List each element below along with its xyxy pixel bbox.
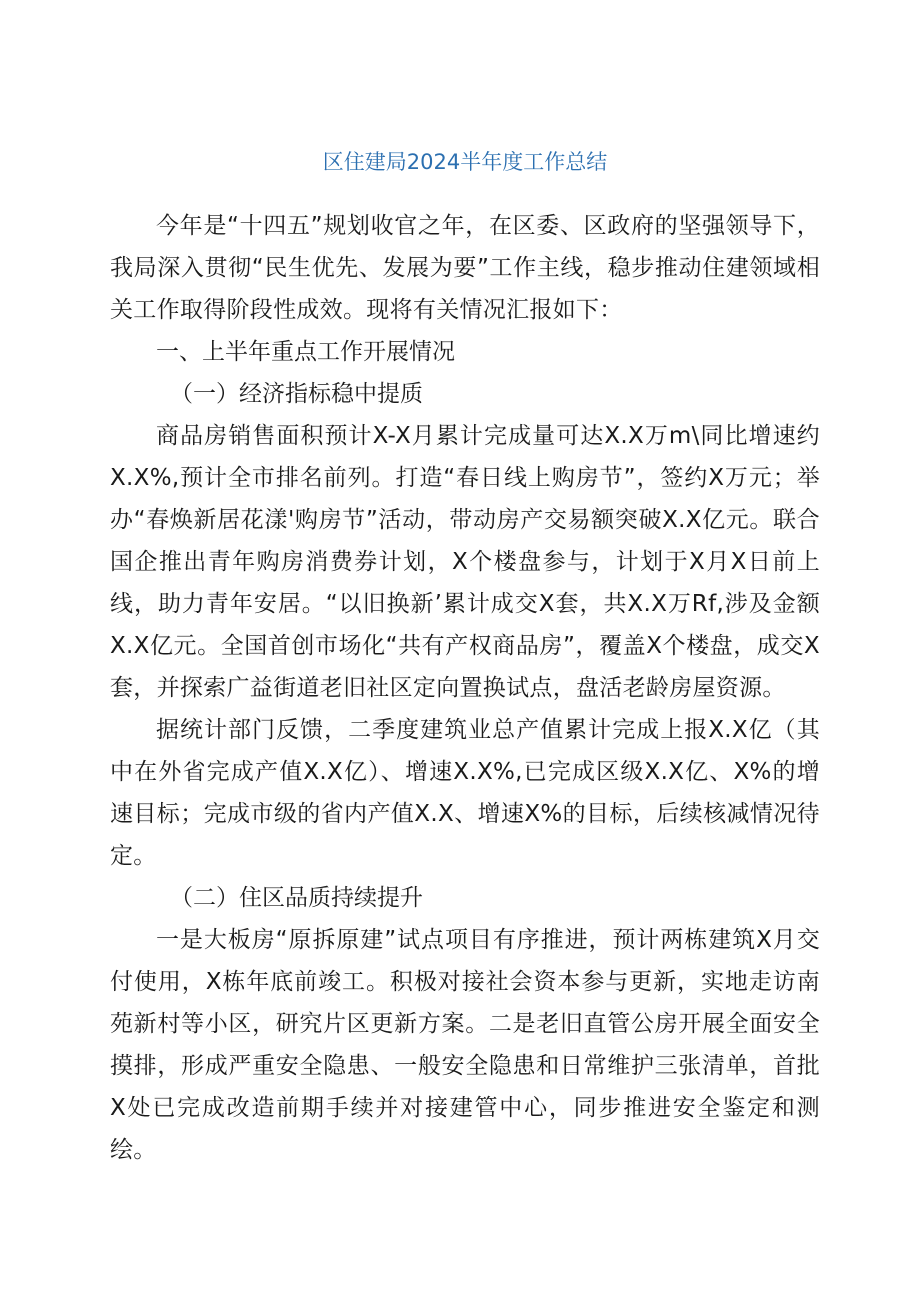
document-body bbox=[110, 205, 820, 1171]
subsection-heading-2: （二）住区品质持续提升 bbox=[170, 885, 423, 911]
paragraph-construction-output: 据统计部门反馈，二季度建筑业总产值累计完成上报X.X亿（其中在外省完成产值X.X亿）、增速X.X%,已完成区级X.X亿、X%的增速目标；完成市级的省内产值X.X、增速X%的目标，后续核减情况待定。 bbox=[110, 717, 820, 869]
paragraph-economic-indicators: 商品房销售面积预计X-X月累计完成量可达X.X万m\同比增速约X.X%,预计全市排名前列。打造“春日线上购房节”，签约X万元；举办“春焕新居花漾'购房节”活动，带动房产交易额突破X.X亿元。联合国企推出青年购房消费券计划，X个楼盘参与，计划于X月X日前上线，助力青年安居。“以旧换新’累计成交X套，共X.X万Rf,涉及金额X.X亿元。全国首创市场化“共有产权商品房”，覆盖X个楼盘，成交X套，并探索广益街道老旧社区定向置换试点，盘活老龄房屋资源。 bbox=[110, 423, 820, 701]
document-title: 区住建局2024半年度工作总结 bbox=[322, 150, 608, 174]
subsection-heading-1: （一）经济指标稳中提质 bbox=[170, 381, 423, 407]
section-heading-1: 一、上半年重点工作开展情况 bbox=[156, 339, 455, 365]
intro-paragraph: 今年是“十四五”规划收官之年，在区委、区政府的坚强领导下，我局深入贯彻“民生优先、发展为要”工作主线，稳步推动住建领域相关工作取得阶段性成效。现将有关情况汇报如下： bbox=[110, 213, 820, 323]
paragraph-residential-quality: 一是大板房“原拆原建”试点项目有序推进，预计两栋建筑X月交付使用，X栋年底前竣工。积极对接社会资本参与更新，实地走访南苑新村等小区，研究片区更新方案。二是老旧直管公房开展全面安全摸排，形成严重安全隐患、一般安全隐患和日常维护三张清单，首批X处已完成改造前期手续并对接建管中心，同步推进安全鉴定和测绘。 bbox=[110, 927, 820, 1163]
